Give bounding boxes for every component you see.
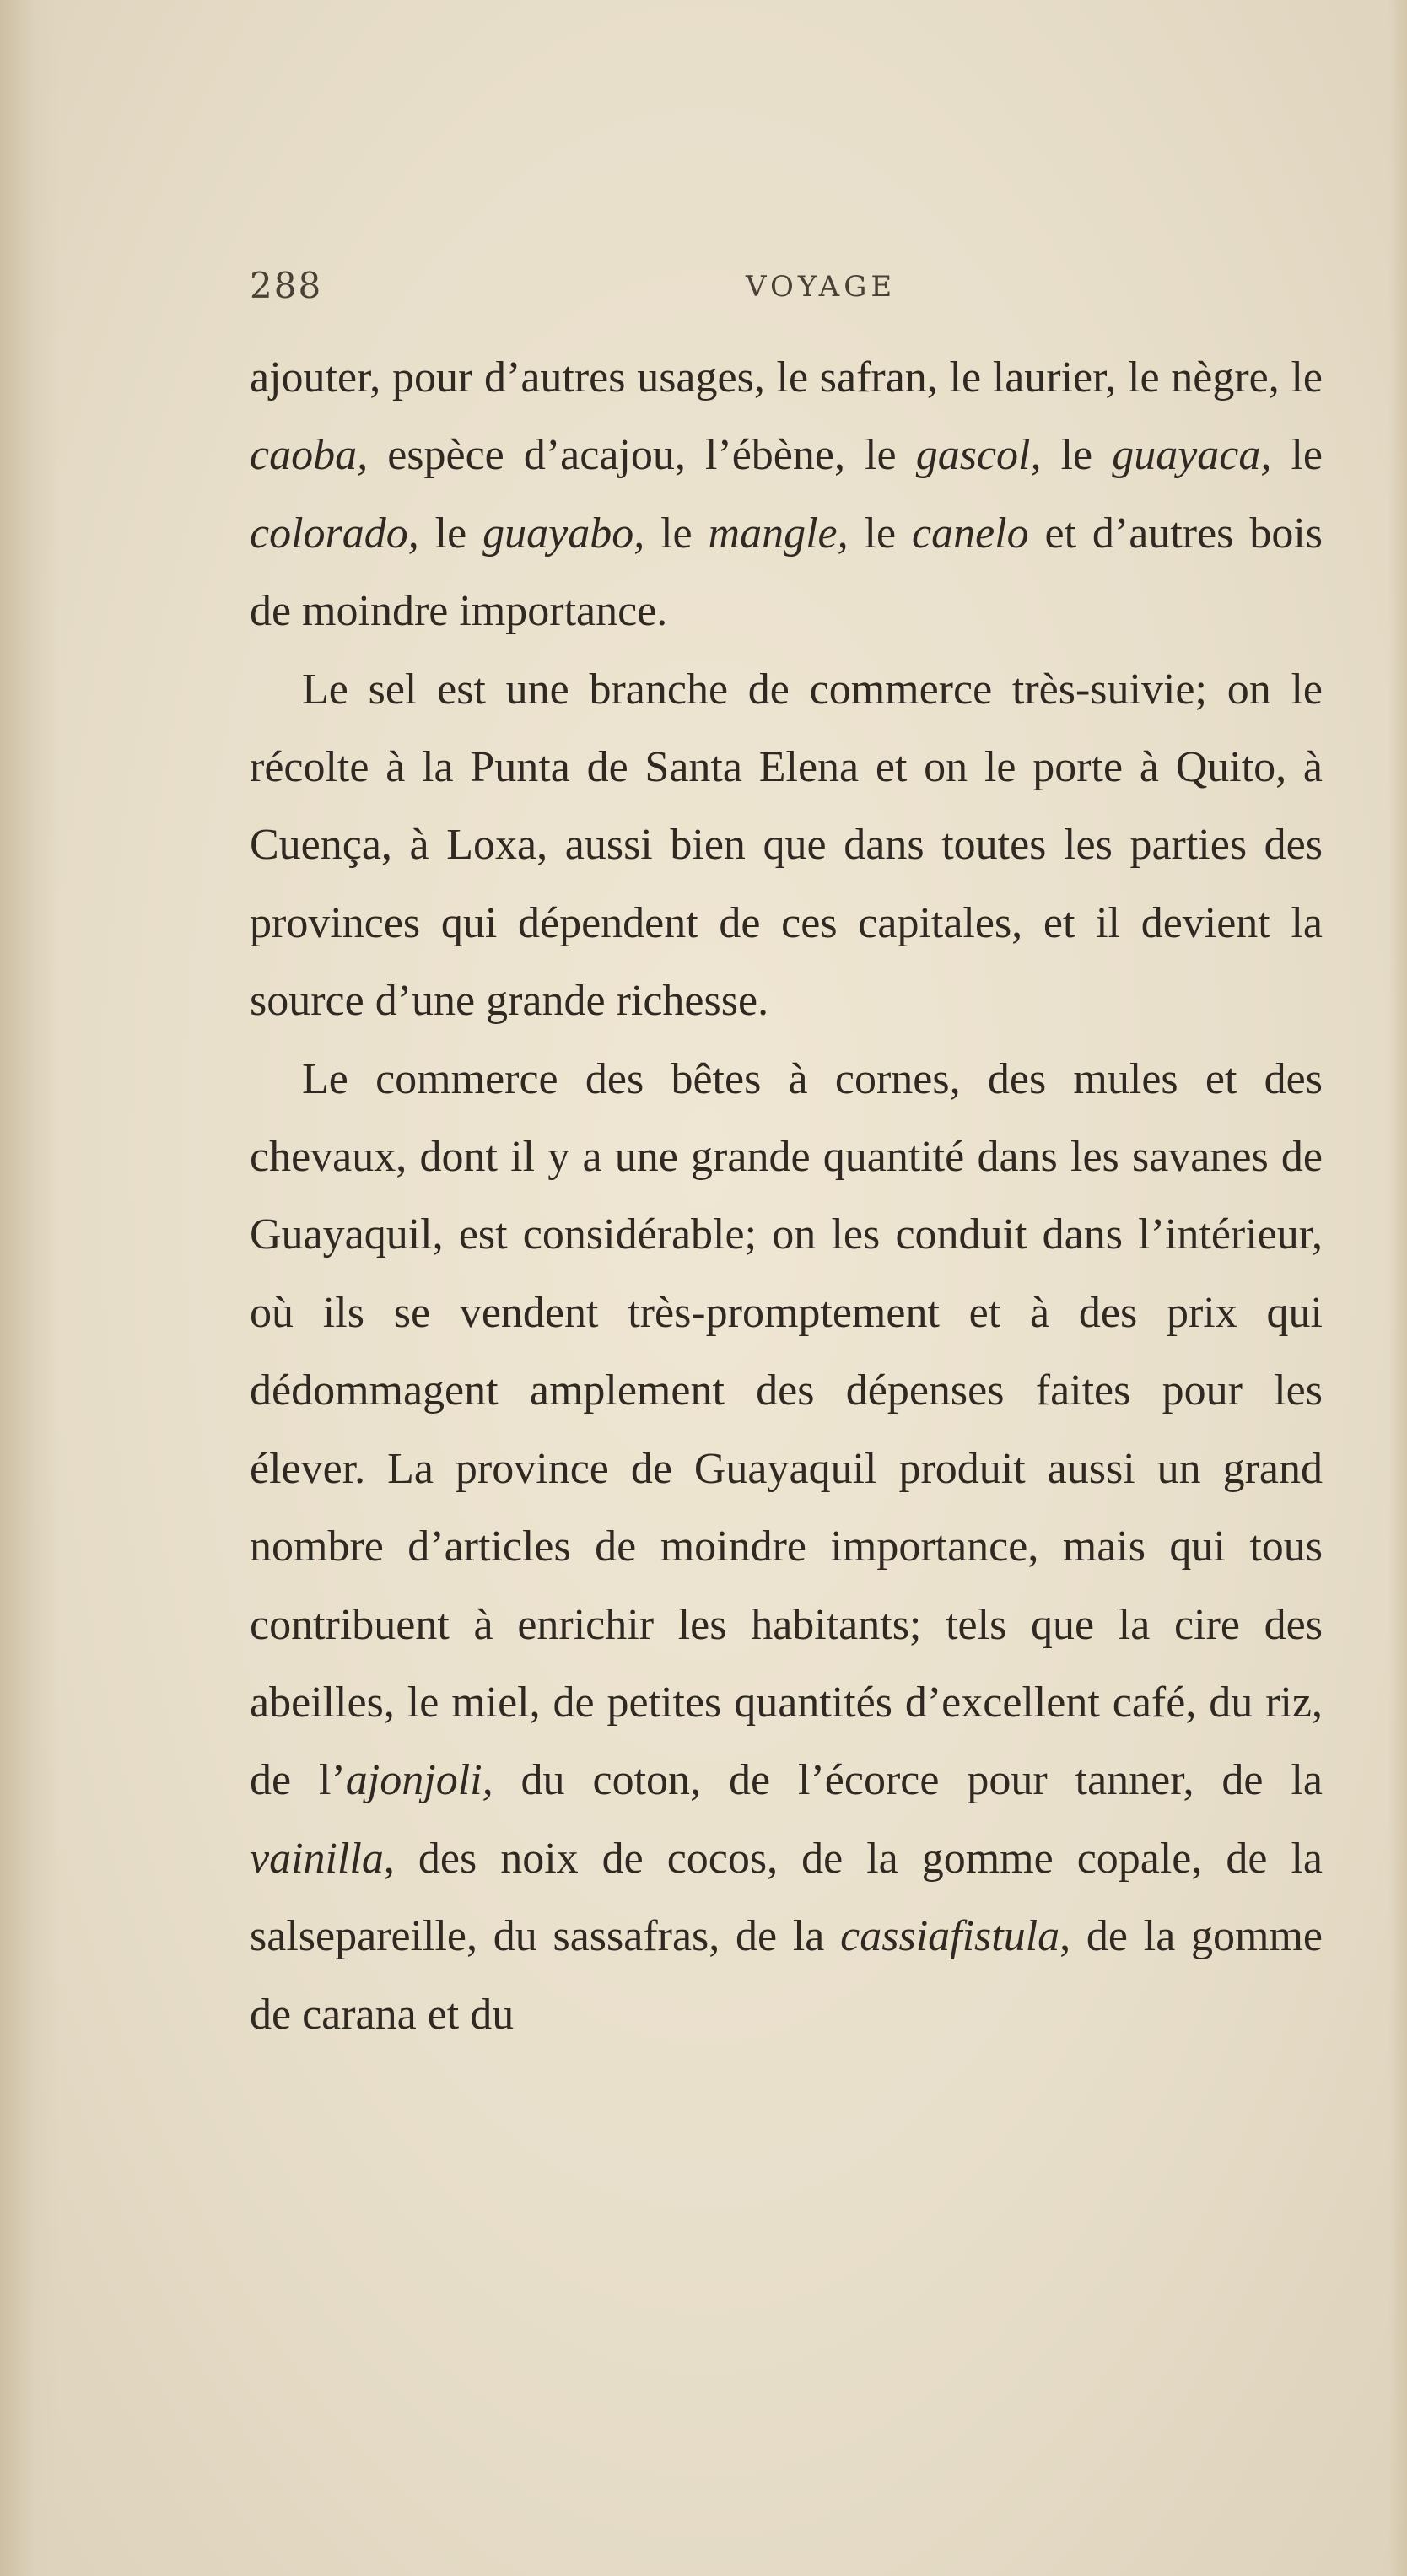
italic-term: guayaca, — [1112, 431, 1272, 480]
page-number: 288 — [250, 265, 323, 306]
italic-term: canelo — [911, 509, 1029, 558]
text-run: Le sel est une branche de commerce très-suivie; on le récolte à la Punta de Santa Elena et on le porte à Quito, à Cuença, à Loxa, aussi bien que dans toutes les parties des provinces qui dépendent de ces capitales, et il devient la source d’une grande richesse. — [250, 665, 1323, 1026]
paragraph-3 — [250, 1041, 1323, 2054]
italic-term: guayabo, — [482, 509, 645, 558]
page-edge-shadow — [1388, 0, 1407, 2576]
italic-term: ajonjoli, — [345, 1756, 493, 1805]
text-run: le — [1271, 431, 1323, 480]
running-head: VOYAGE — [746, 270, 897, 304]
text-run: le — [418, 509, 483, 558]
italic-term: vainilla — [250, 1834, 384, 1883]
text-run: le — [848, 509, 912, 558]
page-header — [250, 258, 1323, 317]
italic-term: caoba, — [250, 431, 369, 480]
paragraph-1 — [250, 339, 1323, 651]
italic-term: gascol, — [915, 431, 1042, 480]
paragraph-2 — [250, 651, 1323, 1041]
body-text — [250, 339, 1323, 2054]
text-run: du coton, de l’écorce pour tanner, de la — [493, 1756, 1323, 1805]
italic-term: cassiafistula — [840, 1912, 1060, 1961]
text-run: Le commerce des bêtes à cornes, des mules et des chevaux, dont il y a une grande quantité dans les savanes de Guayaquil, est considérable; on les conduit dans l’intérieur, où ils se vendent très-promptement et à des prix qui dédommagent amplement des dépenses faites pour les élever. La province de Guayaquil produit aussi un grand nombre d’articles de moindre importance, mais qui tous contribuent à enrichir les habitants; tels que la cire des abeilles, le miel, de petites quantités d’excellent café, du riz, de l’ — [250, 1054, 1323, 1805]
italic-term: colorado, — [250, 509, 419, 558]
text-run: espèce d’acajou, l’ébène, le — [368, 431, 916, 480]
italic-term: mangle, — [708, 509, 849, 558]
text-run: , des noix de cocos, de la gomme copale, de la salsepareille, du sassafras, de la — [250, 1834, 1323, 1961]
text-run: le — [1041, 431, 1113, 480]
page-gutter-shadow — [0, 0, 59, 2576]
text-run: le — [644, 509, 709, 558]
text-run: ajouter, pour d’autres usages, le safran, le laurier, le nègre, le — [250, 353, 1323, 401]
text-run: , de la gomme de carana et du — [250, 1912, 1323, 2039]
text-run: et d’autres bois de moindre importance. — [250, 509, 1323, 636]
